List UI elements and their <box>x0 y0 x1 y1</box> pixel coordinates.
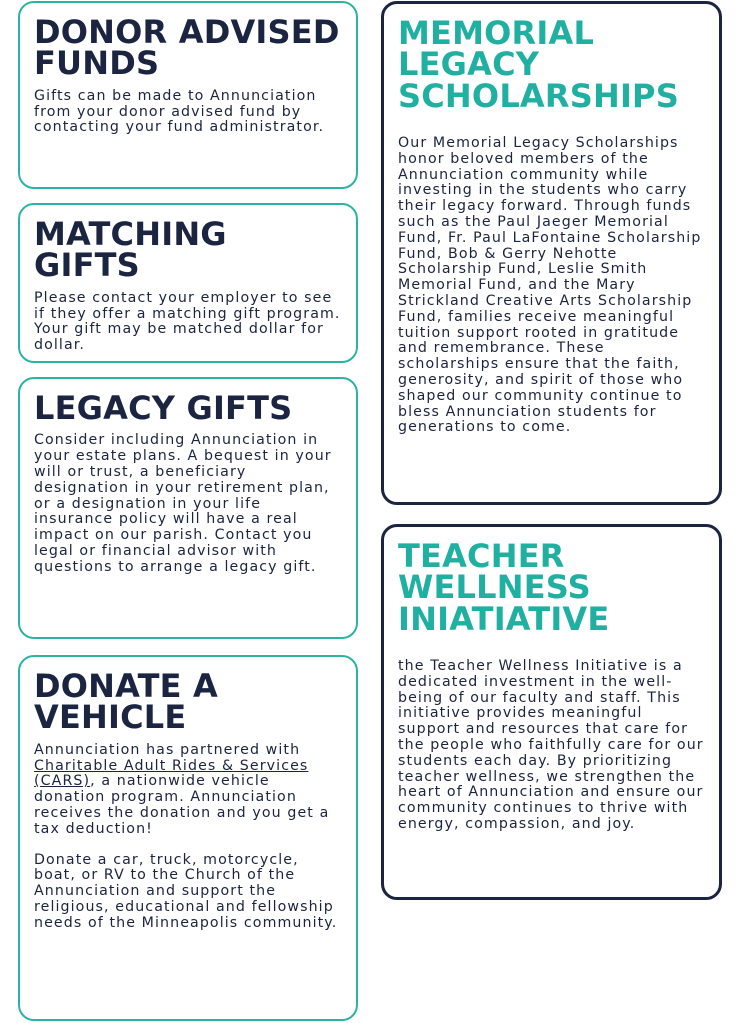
matching-gifts-title: MATCHING GIFTS <box>34 215 227 285</box>
teacher-wellness-body: the Teacher Wellness Initiative is a dedicated investment in the well-being of our faculty and staff. This initiative provides meaningful support and resources that care for the people who faithfully care for our students each day. By prioritizing teacher wellness, we strengthen the heart of Annunciation and ensure our community continues to thrive with energy, compassion, and joy. <box>398 658 704 833</box>
memorial-legacy-scholarships-body: Our Memorial Legacy Scholarships honor beloved members of the Annunciation community while investing in the students who carry their legacy forward. Through funds such as the Paul Jaeger Memorial Fund, Fr. Paul LaFontaine Scholarship Fund, Bob & Gerry Nehotte Scholarship Fund, Leslie Smith Memorial Fund, and the Mary Strickland Creative Arts Scholarship Fund, families receive meaningful tuition support rooted in gratitude and remembrance. These scholarships ensure that the faith, generosity, and spirit of those who shaped our community continue to bless Annunciation students for generations to come. <box>398 135 702 436</box>
donor-advised-funds-title: DONOR ADVISED FUNDS <box>34 13 340 83</box>
legacy-gifts-body: Consider including Annunciation in your estate plans. A bequest in your will or trust, a beneficiary designation in your retirement plan, or a designation in your life insurance policy will have a real impact on our parish. Contact you legal or financial advisor with questions to arrange a legacy gift. <box>34 432 332 575</box>
teacher-wellness-card <box>381 524 722 900</box>
donate-vehicle-body-prefix: Annunciation has partnered with <box>34 741 301 758</box>
donor-advised-funds-body: Gifts can be made to Annunciation from your donor advised fund by contacting your fund administrator. <box>34 87 325 136</box>
legacy-gifts-title: LEGACY GIFTS <box>34 389 293 427</box>
cars-link[interactable]: Charitable Adult Rides & Services (CARS) <box>34 757 309 790</box>
donate-vehicle-body-suffix: , a nationwide vehicle donation program. Annunciation receives the donation and you get a tax deduction! <box>34 773 330 837</box>
memorial-legacy-scholarships-card <box>381 1 722 505</box>
donate-vehicle-body <box>34 743 342 838</box>
donate-vehicle-body-2: Donate a car, truck, motorcycle, boat, or RV to the Church of the Annunciation and support the religious, educational and fellowship needs of the Minneapolis community. <box>34 851 338 931</box>
teacher-wellness-title: TEACHER WELLNESS INIATIATIVE <box>398 537 610 638</box>
legacy-gifts-card <box>18 377 358 639</box>
matching-gifts-card <box>18 203 358 363</box>
donor-advised-funds-card <box>18 1 358 189</box>
matching-gifts-body: Please contact your employer to see if they offer a matching gift program. Your gift may be matched dollar for dollar. <box>34 289 341 354</box>
memorial-legacy-scholarships-title: MEMORIAL LEGACY SCHOLARSHIPS <box>398 14 679 115</box>
donate-vehicle-card <box>18 655 358 1021</box>
donate-vehicle-title: DONATE A VEHICLE <box>34 667 219 737</box>
